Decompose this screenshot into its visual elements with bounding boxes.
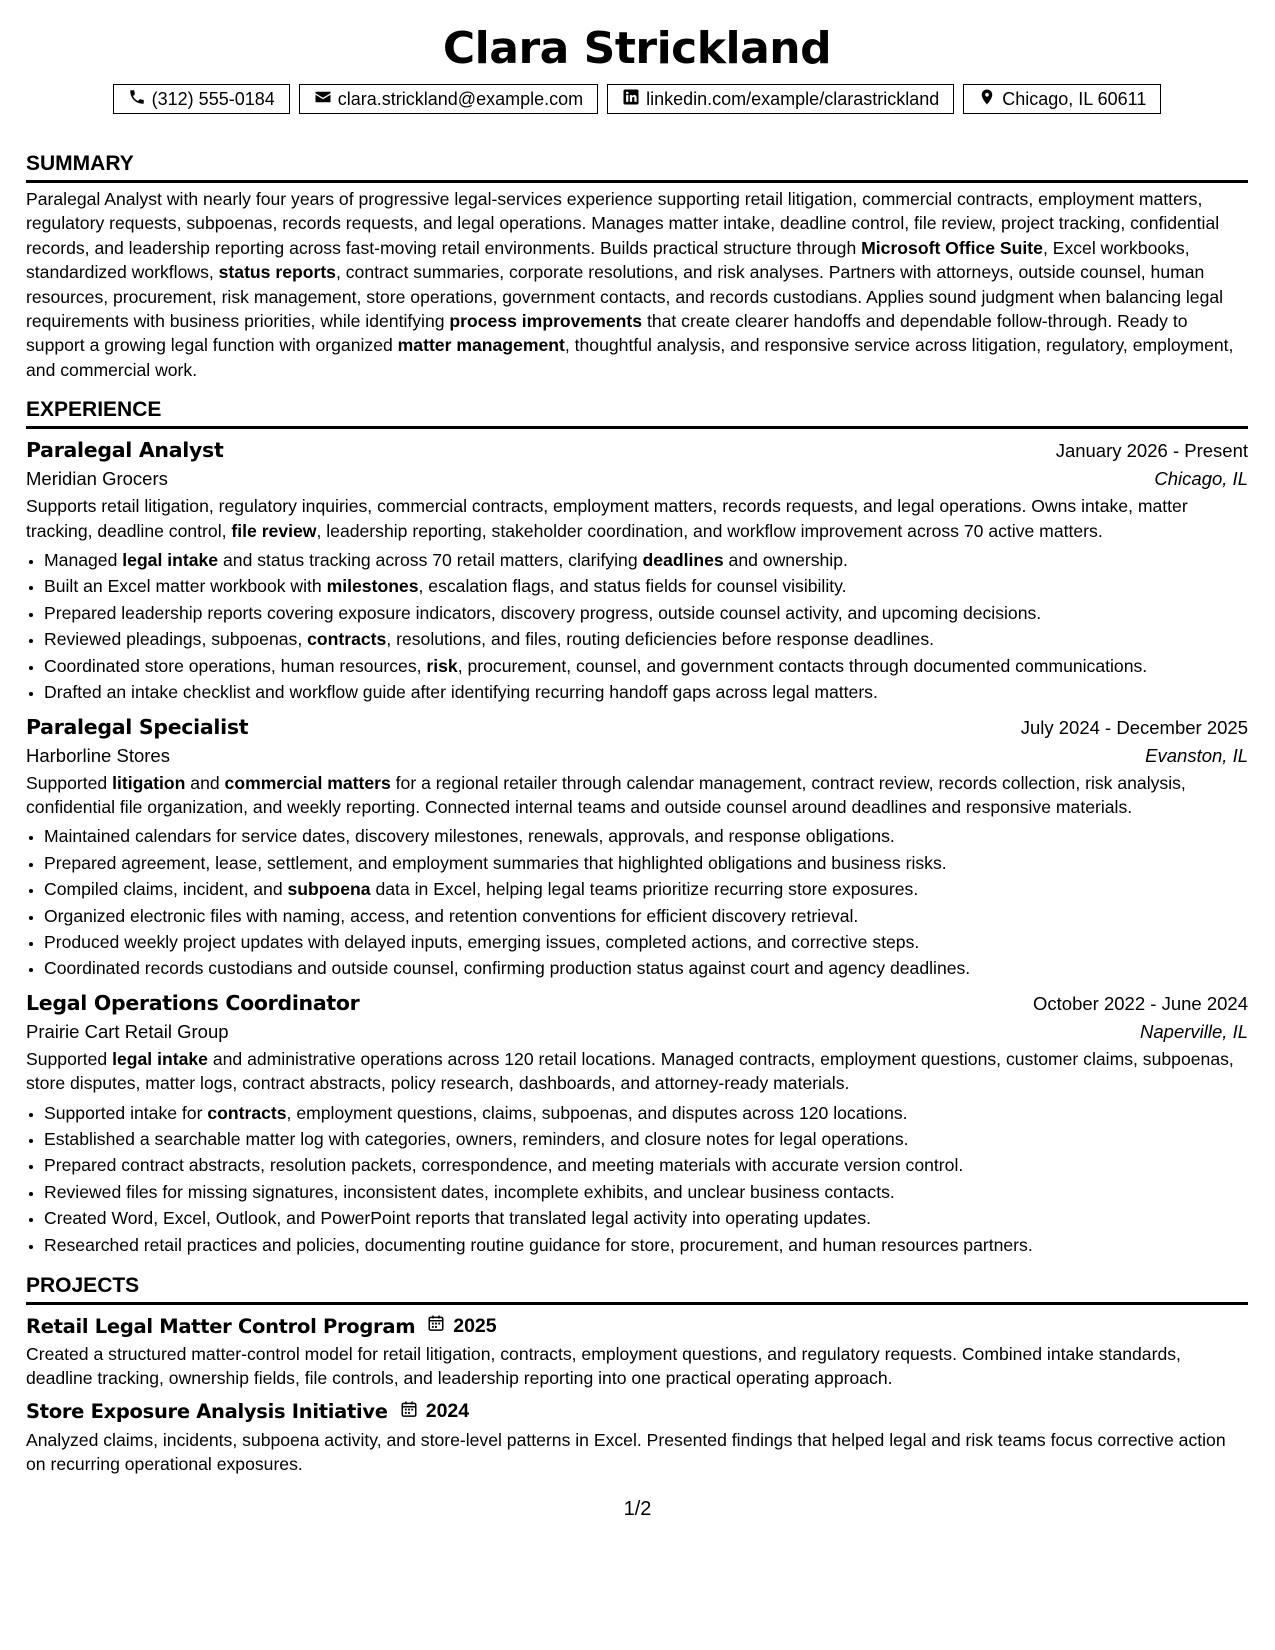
phone-icon (128, 88, 146, 111)
phone-text: (312) 555-0184 (151, 88, 275, 109)
job-title: Paralegal Analyst (26, 438, 224, 463)
bullet-item: • Organized electronic files with naming, access, and retention conventions for efficient discovery retrieval. (44, 903, 1248, 929)
bullet-item: • Compiled claims, incident, and subpoena data in Excel, helping legal teams prioritize recurring store exposures. (44, 876, 1248, 902)
map-pin-icon (978, 88, 996, 111)
project-title: Retail Legal Matter Control Program (26, 1314, 416, 1338)
contact-bar (26, 84, 1248, 114)
contact-email[interactable] (299, 84, 598, 114)
job-location: Evanston, IL (1145, 744, 1248, 766)
bullet-item: • Reviewed files for missing signatures, inconsistent dates, incomplete exhibits, and unclear business contacts. (44, 1179, 1248, 1205)
location-text: Chicago, IL 60611 (1002, 88, 1147, 109)
job-dates: January 2026 - Present (1055, 440, 1248, 462)
bullet-item: • Prepared leadership reports covering exposure indicators, discovery progress, outside counsel activity, and upcoming decisions. (44, 600, 1248, 626)
calendar-icon (400, 1400, 418, 1424)
experience-heading: EXPERIENCE (26, 398, 1248, 429)
bullet-item: • Maintained calendars for service dates, discovery milestones, renewals, approvals, and response obligations. (44, 823, 1248, 849)
linkedin-icon (622, 88, 640, 111)
bullet-item: • Drafted an intake checklist and workflow guide after identifying recurring handoff gaps across legal matters. (44, 679, 1248, 705)
bullet-item: • Reviewed pleadings, subpoenas, contracts, resolutions, and files, routing deficiencies before response deadlines. (44, 626, 1248, 652)
envelope-icon (314, 88, 332, 111)
job-company: Prairie Cart Retail Group (26, 1020, 229, 1042)
page-number: 1/2 (623, 1498, 652, 1520)
job-description: Supported legal intake and administrative operations across 120 retail locations. Managed contracts, employment questions, customer claims, subpoenas, store disputes, matter logs, contract abstracts, policy research, dashboards, and attorney-ready materials. (26, 1048, 1234, 1094)
bullet-item: • Coordinated store operations, human resources, risk, procurement, counsel, and government contacts through documented communications. (44, 653, 1248, 679)
bullet-item: • Managed legal intake and status tracking across 70 retail matters, clarifying deadlines and ownership. (44, 547, 1248, 573)
bullet-item: • Produced weekly project updates with delayed inputs, emerging issues, completed actions, and corrective steps. (44, 929, 1248, 955)
summary-text: Paralegal Analyst with nearly four years of progressive legal-services experience supporting retail litigation, commercial contracts, employment matters, regulatory requests, subpoenas, records requests, and legal operations. Manages matter intake, deadline control, file review, project tracking, confidential records, and leadership reporting across fast-moving retail environments. Builds practical structure through Microsoft Office Suite, Excel workbooks, standardized workflows, status reports, contract summaries, corporate resolutions, and risk analyses. Partners with attorneys, outside counsel, human resources, procurement, risk management, store operations, government contacts, and records custodians. Applies sound judgment when balancing legal requirements with business priorities, while identifying process improvements that create clearer handoffs and dependable follow-through. Ready to support a growing legal function with organized matter management, thoughtful analysis, and responsive service across litigation, regulatory, employment, and commercial work. (26, 189, 1234, 380)
bullet-item: • Coordinated records custodians and outside counsel, confirming production status against court and agency deadlines. (44, 955, 1248, 981)
candidate-name: Clara Strickland (442, 23, 832, 74)
resume-page (26, 18, 1248, 1477)
bullet-item: • Researched retail practices and policies, documenting routine guidance for store, procurement, and human resources partners. (44, 1232, 1248, 1258)
contact-location (963, 84, 1161, 114)
contact-phone (113, 84, 290, 114)
project-description: Analyzed claims, incidents, subpoena activity, and store-level patterns in Excel. Presented findings that helped legal and risk teams focus corrective action on recurring operational exposures. (26, 1429, 1226, 1475)
job-company: Meridian Grocers (26, 468, 168, 490)
job-location: Naperville, IL (1140, 1020, 1248, 1042)
job-bullets (26, 1100, 1248, 1258)
job-title: Paralegal Specialist (26, 714, 249, 739)
projects-heading: PROJECTS (26, 1274, 1248, 1305)
email-text[interactable]: clara.strickland@example.com (337, 88, 584, 109)
bullet-item: • Established a searchable matter log with categories, owners, reminders, and closure notes for legal operations. (44, 1126, 1248, 1152)
project-entry (26, 1314, 1248, 1391)
job-title: Legal Operations Coordinator (26, 990, 360, 1015)
project-year: 2025 (453, 1314, 497, 1337)
contact-linkedin[interactable] (607, 84, 954, 114)
project-entry (26, 1400, 1248, 1477)
bullet-item: • Prepared contract abstracts, resolution packets, correspondence, and meeting materials with accurate version control. (44, 1152, 1248, 1178)
summary-heading: SUMMARY (26, 152, 1248, 183)
job-entry (26, 438, 1248, 705)
job-dates: October 2022 - June 2024 (1033, 992, 1248, 1014)
job-entry (26, 991, 1248, 1258)
job-location: Chicago, IL (1154, 468, 1248, 490)
bullet-item: • Created Word, Excel, Outlook, and PowerPoint reports that translated legal activity into operating updates. (44, 1205, 1248, 1231)
job-dates: July 2024 - December 2025 (1020, 716, 1248, 738)
bullet-item: • Supported intake for contracts, employment questions, claims, subpoenas, and disputes across 120 locations. (44, 1100, 1248, 1126)
job-description: Supported litigation and commercial matters for a regional retailer through calendar management, contract review, records collection, risk analysis, confidential file organization, and weekly reporting. Connected internal teams and outside counsel around deadlines and responsive materials. (26, 772, 1186, 817)
bullet-item: • Prepared agreement, lease, settlement, and employment summaries that highlighted obligations and business risks. (44, 850, 1248, 876)
calendar-icon (427, 1314, 445, 1338)
project-title: Store Exposure Analysis Initiative (26, 1400, 388, 1424)
job-bullets (26, 823, 1248, 981)
job-description: Supports retail litigation, regulatory inquiries, commercial contracts, employment matters, records requests, and legal operations. Owns intake, matter tracking, deadline control, file review, leadership reporting, stakeholder coordination, and workflow improvement across 70 active matters. (26, 496, 1188, 541)
bullet-item: • Built an Excel matter workbook with milestones, escalation flags, and status fields for counsel visibility. (44, 573, 1248, 599)
job-company: Harborline Stores (26, 744, 170, 766)
linkedin-text[interactable]: linkedin.com/example/clarastrickland (646, 88, 940, 109)
job-bullets (26, 547, 1248, 705)
project-description: Created a structured matter-control model for retail litigation, contracts, employment questions, and regulatory requests. Combined intake standards, deadline tracking, ownership fields, file controls, and leadership reporting into one practical operating approach. (26, 1344, 1181, 1389)
job-entry (26, 715, 1248, 982)
project-year: 2024 (425, 1400, 470, 1423)
